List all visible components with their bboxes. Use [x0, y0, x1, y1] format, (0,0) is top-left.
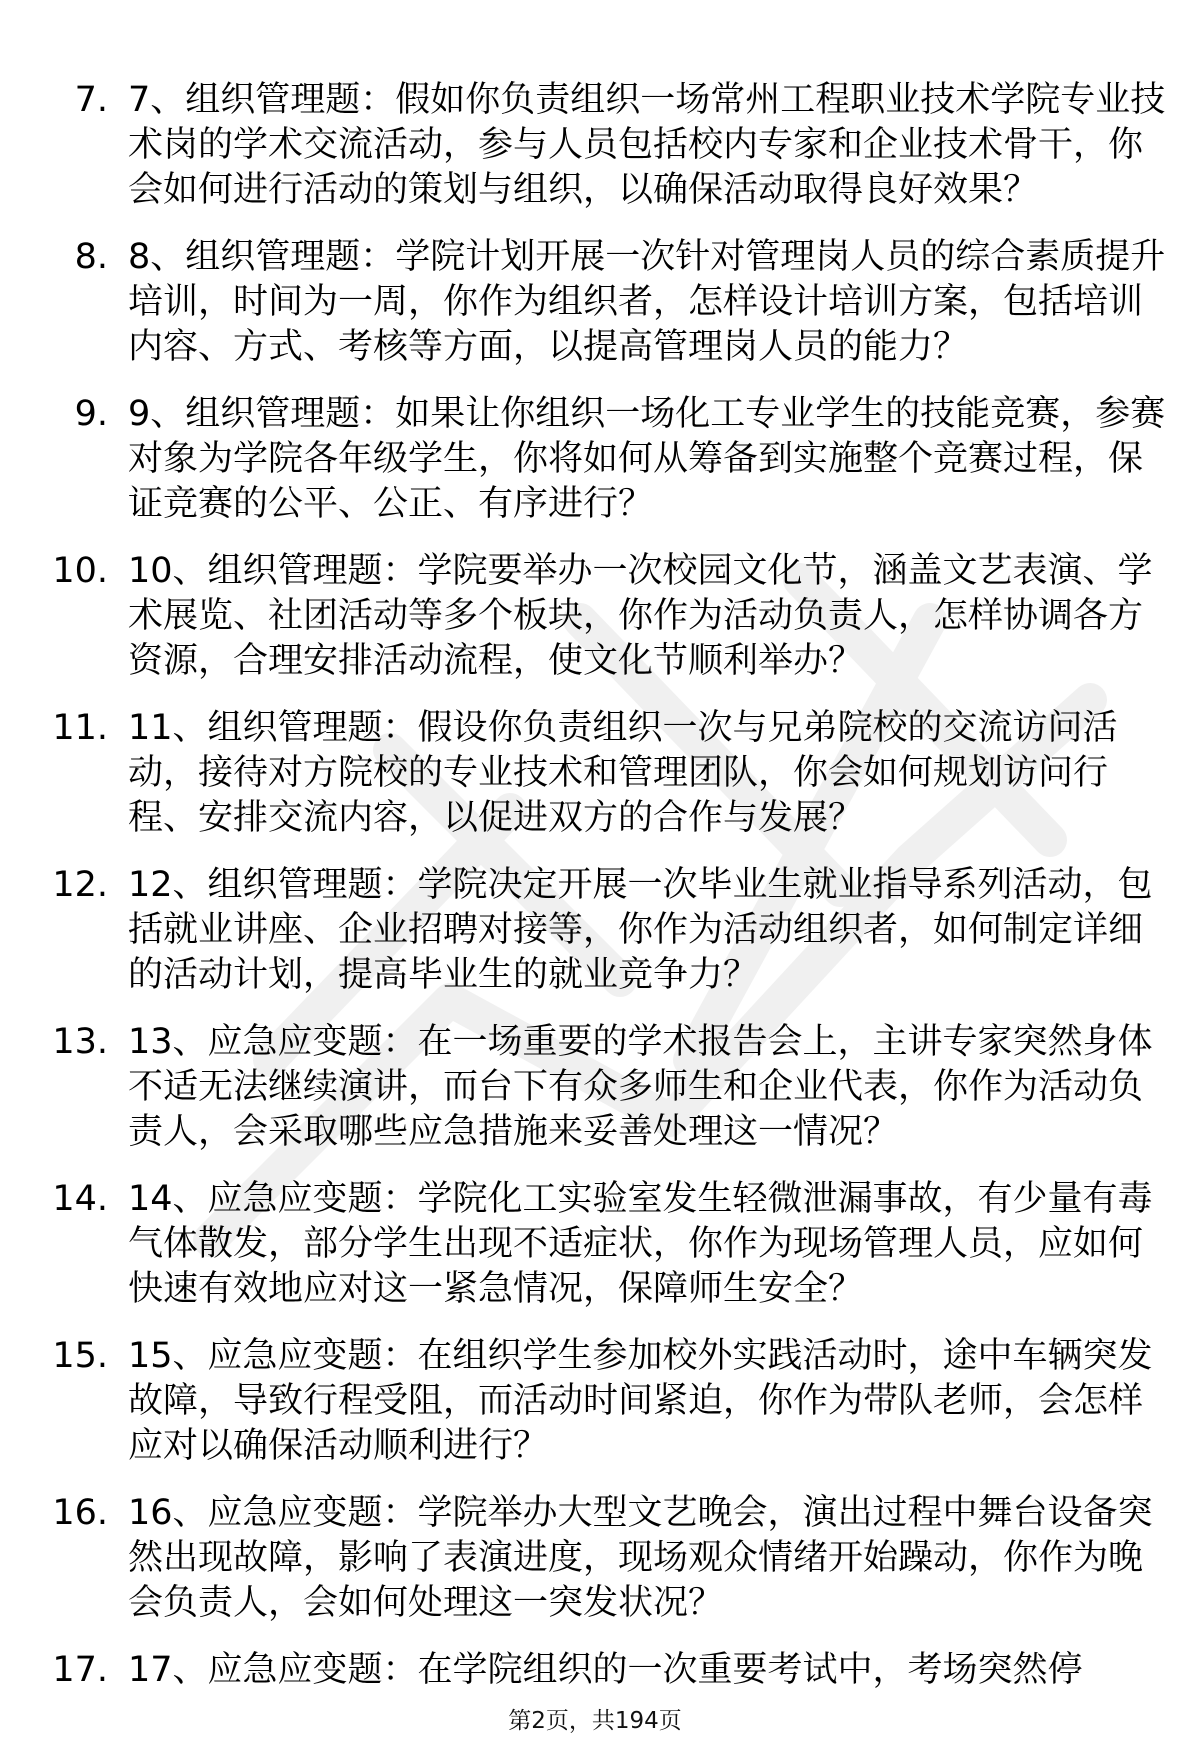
question-number: 12. [52, 865, 108, 905]
question-list [0, 78, 1190, 1715]
question-item [0, 235, 1190, 370]
question-text: 8、组织管理题：学院计划开展一次针对管理岗人员的综合素质提升培训，时间为一周，你作为组织者，怎样设计培训方案，包括培训内容、方式、考核等方面，以提高管理岗人员的能力？ [128, 237, 1166, 367]
question-text: 15、应急应变题：在组织学生参加校外实践活动时，途中车辆突发故障，导致行程受阻，而活动时间紧迫，你作为带队老师，会怎样应对以确保活动顺利进行？ [128, 1336, 1153, 1466]
page-number-label: 第2页，共194页 [508, 1708, 682, 1734]
question-item [0, 1020, 1190, 1155]
question-text: 12、组织管理题：学院决定开展一次毕业生就业指导系列活动，包括就业讲座、企业招聘对接等，你作为活动组织者，如何制定详细的活动计划，提高毕业生的就业竞争力？ [128, 865, 1153, 995]
question-text: 9、组织管理题：如果让你组织一场化工专业学生的技能竞赛，参赛对象为学院各年级学生，你将如何从筹备到实施整个竞赛过程，保证竞赛的公平、公正、有序进行？ [128, 394, 1166, 524]
question-text: 10、组织管理题：学院要举办一次校园文化节，涵盖文艺表演、学术展览、社团活动等多个板块，你作为活动负责人，怎样协调各方资源，合理安排活动流程，使文化节顺利举办？ [128, 551, 1153, 681]
question-number: 11. [52, 708, 108, 748]
question-number: 16. [52, 1493, 108, 1533]
question-item [0, 392, 1190, 527]
question-number: 15. [52, 1336, 108, 1376]
question-number: 8. [74, 237, 108, 277]
question-text: 16、应急应变题：学院举办大型文艺晚会，演出过程中舞台设备突然出现故障，影响了表演进度，现场观众情绪开始躁动，你作为晚会负责人，会如何处理这一突发状况？ [128, 1493, 1153, 1623]
question-item [0, 1491, 1190, 1626]
question-number: 14. [52, 1179, 108, 1219]
question-text: 14、应急应变题：学院化工实验室发生轻微泄漏事故，有少量有毒气体散发，部分学生出现不适症状，你作为现场管理人员，应如何快速有效地应对这一紧急情况，保障师生安全？ [128, 1179, 1153, 1309]
question-text: 17、应急应变题：在学院组织的一次重要考试中，考场突然停 [128, 1650, 1083, 1690]
question-item [0, 1334, 1190, 1469]
question-text: 7、组织管理题：假如你负责组织一场常州工程职业技术学院专业技术岗的学术交流活动，参与人员包括校内专家和企业技术骨干，你会如何进行活动的策划与组织，以确保活动取得良好效果？ [128, 80, 1166, 210]
question-number: 9. [74, 394, 108, 434]
question-item [0, 1648, 1190, 1693]
question-number: 13. [52, 1022, 108, 1062]
question-item [0, 549, 1190, 684]
question-item [0, 706, 1190, 841]
question-item [0, 78, 1190, 213]
question-item [0, 1177, 1190, 1312]
page-footer [0, 1707, 1190, 1735]
question-text: 11、组织管理题：假设你负责组织一次与兄弟院校的交流访问活动，接待对方院校的专业技术和管理团队，你会如何规划访问行程、安排交流内容，以促进双方的合作与发展？ [128, 708, 1118, 838]
question-number: 7. [74, 80, 108, 120]
question-text: 13、应急应变题：在一场重要的学术报告会上，主讲专家突然身体不适无法继续演讲，而台下有众多师生和企业代表，你作为活动负责人，会采取哪些应急措施来妥善处理这一情况？ [128, 1022, 1153, 1152]
question-item [0, 863, 1190, 998]
question-number: 17. [52, 1650, 108, 1690]
question-number: 10. [52, 551, 108, 591]
